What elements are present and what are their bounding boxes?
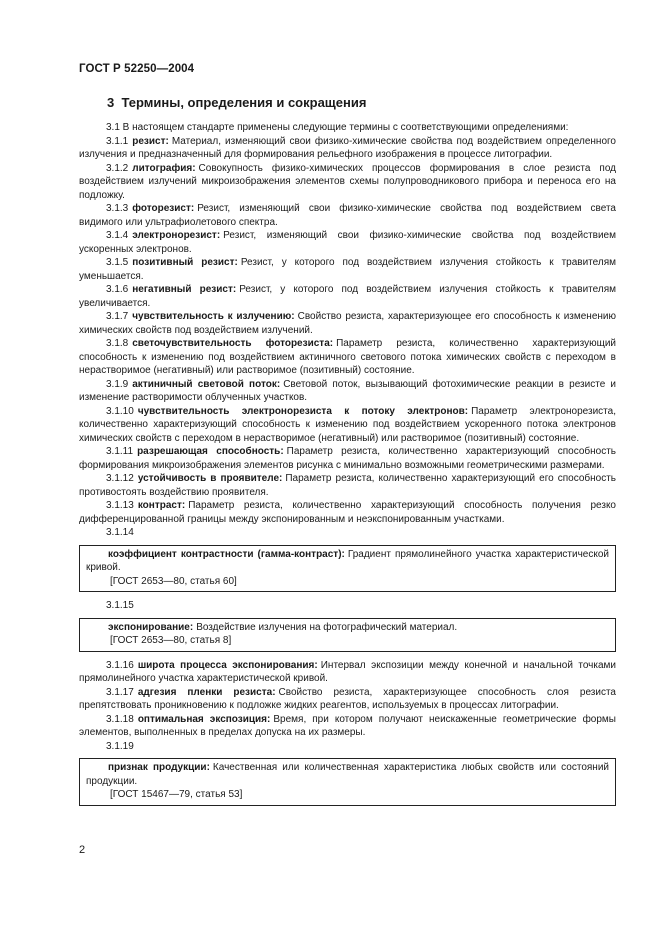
definition-entry: 3.1.18 оптимальная экспозиция: Время, при котором получают неискаженные геометрические формы элементов, выполненных в пределах допуска на их размеры.: [79, 713, 616, 738]
quoted-definition-box: [79, 618, 616, 652]
entry-number: 3.1.4: [106, 230, 129, 241]
definition-entry: 3.1.12 устойчивость в проявителе: Параметр резиста, количественно характеризующий его способность противостоять воздействию проявителя.: [79, 473, 616, 498]
entry-number: 3.1.16: [106, 659, 134, 671]
definition: Градиент прямолинейного участка характеристической кривой.: [86, 548, 609, 573]
definition-entry: 3.1.2 литография: Совокупность физико-химических процессов формирования в слое резиста под воздействием излучений микроизображения элементов схемы полупроводникового прибора и переноса его на подложку.: [79, 162, 616, 201]
term: литография: [132, 162, 193, 174]
document-body: [79, 121, 616, 813]
document-header: ГОСТ Р 52250—2004: [79, 63, 195, 75]
term: электронорезист: [132, 230, 217, 241]
term: резист: [132, 135, 166, 147]
term: светочувствительность фоторезиста: [132, 338, 330, 349]
entry-number: 3.1.17: [106, 686, 134, 698]
quoted-definition-box: [79, 758, 616, 806]
term: фоторезист: [132, 203, 191, 214]
section-title: [107, 95, 366, 110]
section-number: 3: [107, 95, 115, 110]
entry-number: 3.1.12: [106, 473, 134, 484]
definition-entry: 3.1.6 негативный резист: Резист, у которого под воздействием излучения стойкость к травителям увеличивается.: [79, 284, 616, 309]
entry-number: 3.1.6: [106, 284, 129, 295]
definition: Свойство резиста, характеризующее способность слоя резиста препятствовать проникновению к подложке жидких реагентов, используемых в процессах литографии.: [79, 686, 616, 711]
entry-number: 3.1.1: [106, 135, 129, 147]
definition-entry: 3.1.5 позитивный резист: Резист, у которого под воздействием излучения стойкость к травителям уменьшается.: [79, 257, 616, 282]
definition: Резист, изменяющий свои физико-химические свойства под воздействием ускоренных электронов.: [79, 230, 616, 255]
entry-number: 3.1.7: [106, 311, 129, 322]
definition: Параметр электронорезиста, количественно характеризующий способность к изменению под воздействием ускоренного потока электронов химических свойств с переходом в нерастворимое (негативный) или растворимое (позитивный) состояние.: [79, 405, 616, 444]
entry-number: 3.1.15: [106, 600, 134, 611]
term: широта процесса экспонирования: [137, 659, 315, 671]
term: негативный резист: [132, 284, 233, 295]
definition-entry: 3.1.17 адгезия пленки резиста: Свойство резиста, характеризующее способность слоя резиста препятствовать проникновению к подложке жидких реагентов, используемых в процессах литографии.: [79, 686, 616, 711]
definition-entry: 3.1.8 светочувствительность фоторезиста: Параметр резиста, количественно характеризующий способность к изменению под воздействием актиничного светового потока химических свойств с переходом в нерастворимое (негативный) или растворимое (позитивный) состояние.: [79, 338, 616, 376]
entry-number: 3.1.9: [106, 378, 129, 390]
page-number: 2: [79, 844, 86, 856]
definition: Интервал экспозиции между конечной и начальной точками прямолинейного участка характеристической кривой.: [79, 659, 616, 684]
entry-number: 3.1.8: [106, 338, 129, 349]
definition-entry: 3.1.1 резист: Материал, изменяющий свои физико-химические свойства под воздействием определенного излучения и предназначенный для формирования рельефного изображения в процессе литографии.: [79, 135, 616, 160]
term: коэффициент контрастности (гамма-контраст): [108, 548, 342, 560]
term: актиничный световой поток: [132, 378, 277, 390]
source-reference: [ГОСТ 15467—79, статья 53]: [110, 789, 243, 800]
entry-number: 3.1.10: [106, 405, 134, 417]
section-heading: Термины, определения и сокращения: [121, 95, 367, 110]
definition: Время, при котором получают неискаженные геометрические формы элементов, выполненных в пределах допуска на их размеры.: [79, 713, 616, 738]
source-reference: [ГОСТ 2653—80, статья 8]: [110, 635, 232, 646]
term: оптимальная экспозиция: [137, 713, 268, 725]
definition: Параметр резиста, количественно характеризующий способность получения резко дифференцированной границы между экспонированным и неэкспонированным участками.: [79, 500, 616, 525]
term: чувствительность электронорезиста к потоку электронов: [137, 405, 465, 417]
quoted-definition: экспонирование: Воздействие излучения на фотографический материал.: [108, 621, 458, 633]
term: устойчивость в проявителе: [137, 473, 280, 484]
definition-entry: 3.1.9 актиничный световой поток: Световой поток, вызывающий фотохимические реакции в резисте и изменение растворимости облученных участков.: [79, 378, 616, 403]
definition-entry: 3.1.11 разрешающая способность: Параметр резиста, количественно характеризующий способность формирования микроизображения элементов рисунка с минимально возможными геометрическими размерами.: [79, 446, 616, 471]
entry-number: 3.1.5: [106, 257, 129, 268]
definition: Параметр резиста, количественно характеризующий способность к изменению под воздействием актиничного светового потока химических свойств с переходом в нерастворимое (негативный) или растворимое (позитивный) состояние.: [79, 338, 616, 376]
definition: Параметр резиста, количественно характеризующий его способность противостоять воздействию проявителя.: [79, 473, 616, 498]
definition: Воздействие излучения на фотографический материал.: [196, 621, 458, 633]
definition-entry: 3.1.3 фоторезист: Резист, изменяющий свои физико-химические свойства под воздействием света видимого или ультрафиолетового спектра.: [79, 203, 616, 228]
definition: Совокупность физико-химических процессов формирования в слое резиста под воздействием излучений микроизображения элементов схемы полупроводникового прибора и переноса его на подложку.: [79, 162, 616, 201]
definition: Резист, изменяющий свои физико-химические свойства под воздействием света видимого или ультрафиолетового спектра.: [79, 203, 616, 228]
entry-number: 3.1.19: [106, 740, 134, 752]
definitions-list-2: [79, 659, 616, 740]
source-reference: [ГОСТ 2653—80, статья 60]: [110, 575, 237, 587]
term: адгезия пленки резиста: [137, 686, 273, 698]
term: позитивный резист: [132, 257, 235, 268]
definition: Резист, у которого под воздействием излучения стойкость к травителям уменьшается.: [79, 257, 616, 282]
entry-number: 3.1.2: [106, 162, 129, 174]
term: экспонирование: [108, 621, 190, 633]
term: разрешающая способность: [137, 446, 281, 457]
definition: Качественная или количественная характеристика любых свойств или состояний продукции.: [86, 762, 609, 787]
definition: Свойство резиста, характеризующее его способность к изменению химических свойств под воздействием излучений.: [79, 311, 617, 336]
definition: Световой поток, вызывающий фотохимические реакции в резисте и изменение растворимости облученных участков.: [79, 378, 616, 403]
definition-entry: 3.1.16 широта процесса экспонирования: Интервал экспозиции между конечной и начальной точками прямолинейного участка характеристической кривой.: [79, 659, 616, 684]
entry-number: 3.1.14: [106, 527, 134, 538]
definition: Материал, изменяющий свои физико-химические свойства под воздействием определенного излучения и предназначенный для формирования рельефного изображения в процессе литографии.: [79, 135, 616, 160]
definitions-list-1: [79, 135, 616, 527]
entry-number: 3.1.11: [106, 446, 134, 457]
term: признак продукции: [108, 762, 207, 773]
quoted-definition: коэффициент контрастности (гамма-контраст): Градиент прямолинейного участка характеристической кривой.: [86, 548, 609, 573]
definition-entry: 3.1.10 чувствительность электронорезиста к потоку электронов: Параметр электронорезиста, количественно характеризующий способность к изменению под воздействием ускоренного потока электронов химических свойств с переходом в нерастворимое (негативный) или растворимое (позитивный) состояние.: [79, 405, 616, 444]
entry-number: 3.1.3: [106, 203, 129, 214]
quoted-definition: признак продукции: Качественная или количественная характеристика любых свойств или состояний продукции.: [86, 762, 609, 787]
definition-entry: 3.1.7 чувствительность к излучению: Свойство резиста, характеризующее его способность к изменению химических свойств под воздействием излучений.: [79, 311, 617, 336]
definition-entry: 3.1.13 контраст: Параметр резиста, количественно характеризующий способность получения резко дифференцированной границы между экспонированным и неэкспонированным участками.: [79, 500, 616, 525]
definition-entry: 3.1.4 электронорезист: Резист, изменяющий свои физико-химические свойства под воздействием ускоренных электронов.: [79, 230, 616, 255]
term: чувствительность к излучению: [132, 311, 292, 322]
quoted-definition-box: [79, 545, 616, 593]
term: контраст: [137, 500, 182, 511]
intro-paragraph: 3.1 В настоящем стандарте применены следующие термины с соответствующими определениями:: [106, 122, 569, 133]
entry-number: 3.1.18: [106, 713, 134, 725]
entry-number: 3.1.13: [106, 500, 134, 511]
definition: Резист, у которого под воздействием излучения стойкость к травителям увеличивается.: [79, 284, 616, 309]
definition: Параметр резиста, количественно характеризующий способность формирования микроизображения элементов рисунка с минимально возможными геометрическими размерами.: [79, 446, 616, 471]
